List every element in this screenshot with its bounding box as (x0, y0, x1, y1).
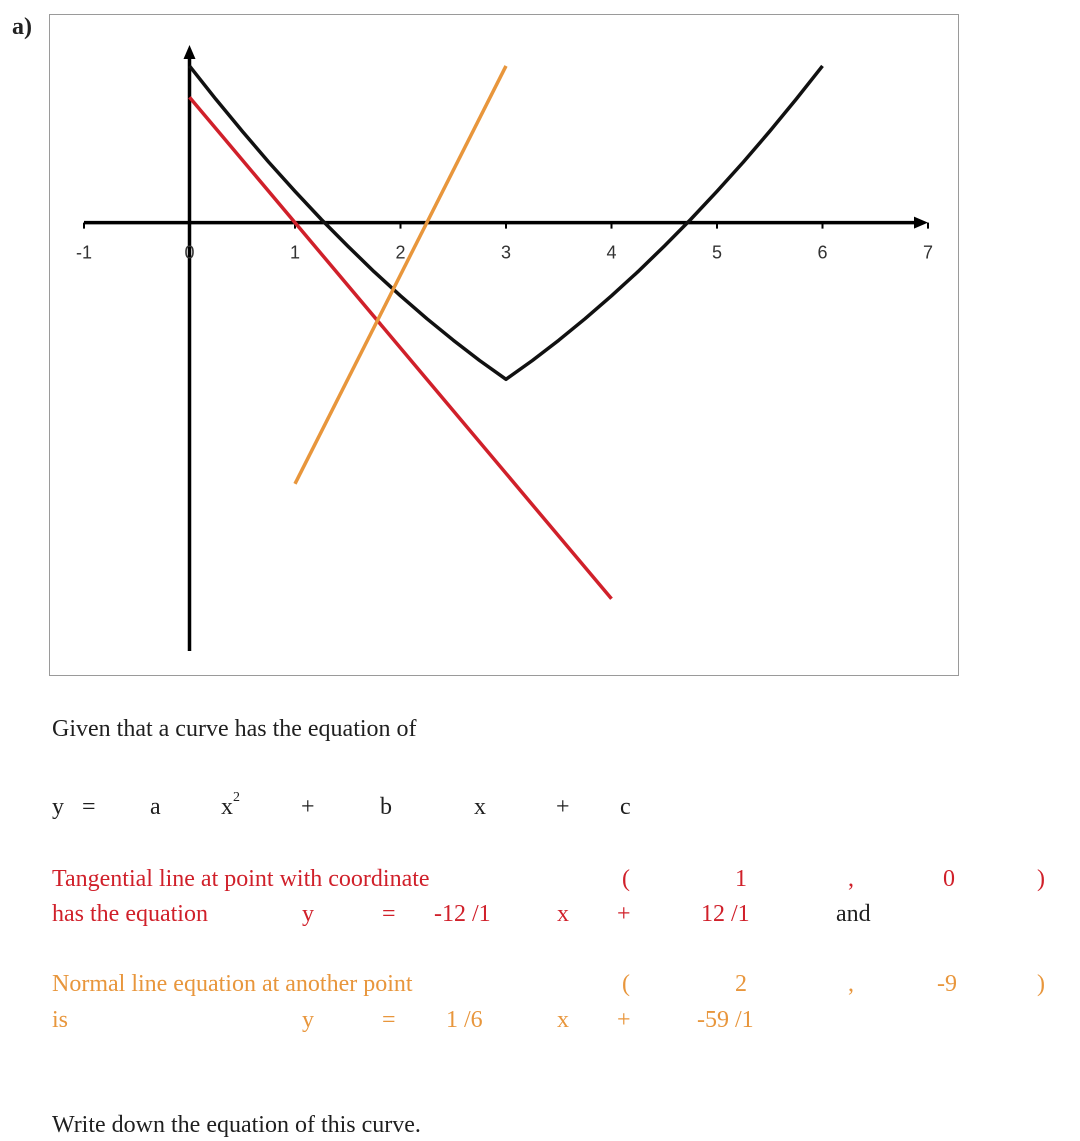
tangent-x: x (557, 901, 569, 927)
eq-equals: = (82, 794, 96, 820)
eq-a: a (150, 794, 161, 820)
tangent-point-x: 1 (735, 866, 747, 892)
x-tick-label: 3 (500, 242, 512, 263)
tangent-equation-label: has the equation (52, 901, 208, 927)
eq-x-linear: x (474, 794, 486, 820)
normal-open-paren: ( (622, 971, 630, 997)
eq-x-squared (221, 790, 240, 821)
series-layer (190, 66, 823, 599)
normal-close-paren: ) (1037, 971, 1045, 997)
eq-c: c (620, 794, 631, 820)
tangent-description: Tangential line at point with coordinate (52, 866, 430, 892)
x-axis-arrow (914, 217, 928, 229)
x-tick-label: 2 (395, 242, 406, 263)
y-axis-arrow (184, 45, 196, 59)
tangent-plus: + (617, 901, 631, 927)
tangent-open-paren: ( (622, 866, 630, 892)
graph-figure (49, 14, 959, 676)
normal-description: Normal line equation at another point (52, 971, 413, 997)
tangent-gradient: -12 /1 (434, 901, 491, 927)
series-line-3 (295, 66, 506, 484)
figure-label: a) (12, 14, 32, 40)
question-text: Write down the equation of this curve. (52, 1112, 421, 1138)
normal-gradient: 1 /6 (446, 1007, 483, 1033)
x-tick-label: 5 (711, 242, 723, 263)
tangent-intercept: 12 /1 (701, 901, 750, 927)
x-tick-label: 7 (922, 242, 934, 263)
normal-y: y (302, 1007, 314, 1033)
eq-plus-2: + (556, 794, 570, 820)
normal-point-x: 2 (735, 971, 747, 997)
x-tick-label: 6 (817, 242, 828, 263)
normal-equation-label: is (52, 1007, 69, 1033)
x-tick-label: -1 (75, 242, 93, 263)
eq-x: x (221, 794, 233, 820)
tangent-y: y (302, 901, 314, 927)
eq-plus-1: + (301, 794, 315, 820)
axes (76, 45, 933, 651)
normal-comma: , (848, 971, 854, 997)
x-tick-label: 0 (184, 242, 195, 263)
eq-y: y (52, 794, 64, 820)
tangent-comma: , (848, 866, 854, 892)
normal-equals: = (382, 1007, 396, 1033)
normal-plus: + (617, 1007, 631, 1033)
tangent-close-paren: ) (1037, 866, 1045, 892)
eq-b: b (380, 794, 392, 820)
tangent-point-y: 0 (943, 866, 955, 892)
intro-text: Given that a curve has the equation of (52, 716, 417, 742)
tangent-equals: = (382, 901, 396, 927)
normal-point-y: -9 (937, 971, 957, 997)
x-tick-label: 4 (606, 242, 617, 263)
graph-svg (50, 15, 958, 675)
normal-intercept: -59 /1 (697, 1007, 754, 1033)
eq-exponent: 2 (233, 790, 240, 805)
x-tick-label: 1 (289, 242, 301, 263)
and-word: and (836, 901, 871, 927)
normal-x: x (557, 1007, 569, 1033)
